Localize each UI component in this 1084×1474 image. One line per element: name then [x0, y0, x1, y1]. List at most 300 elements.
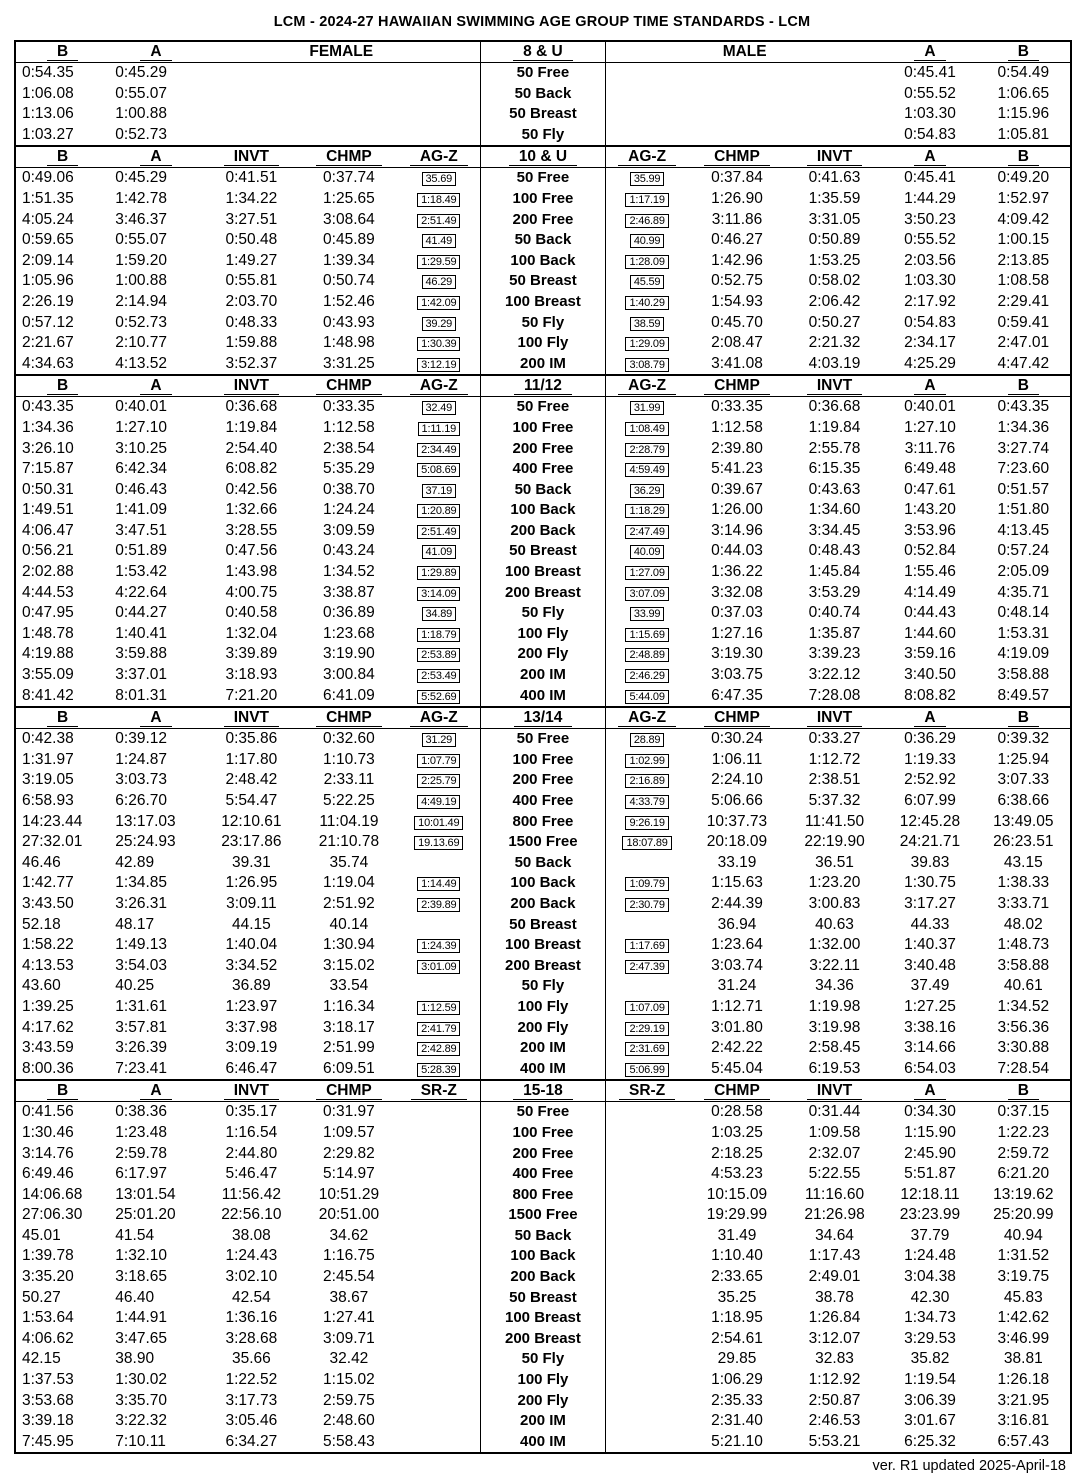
cell-female-zone [398, 1411, 481, 1432]
cell-male-zone: 9:26.19 [606, 812, 689, 833]
cell-male-a: 3:53.96 [904, 521, 956, 539]
cell-male-invt: 1:12.92 [808, 1371, 861, 1389]
cell-male-invt: 3:22.12 [808, 666, 861, 684]
table-row [16, 1432, 1070, 1453]
table-row [16, 812, 1070, 833]
cell-female-chmp: 6:41.09 [323, 686, 375, 704]
cell-female-a: 2:14.94 [115, 292, 168, 310]
table-row [16, 313, 1070, 334]
cell-male-zone: 18:07.89 [606, 832, 689, 853]
cell-female-zone [398, 1226, 481, 1247]
header-female-zone: AG-Z [398, 707, 481, 729]
header-male-invt: INVT [786, 375, 884, 397]
cell-male-zone: 40.09 [606, 541, 689, 562]
cell-female-b: 1:30.46 [22, 1123, 74, 1141]
cell-male-invt: 3:00.83 [808, 894, 861, 912]
cell-female-zone [398, 1144, 481, 1165]
cell-female-invt: 0:35.86 [225, 730, 278, 748]
table-row [16, 624, 1070, 645]
cell-male-zone [606, 1123, 689, 1144]
cell-male-b: 1:53.31 [997, 624, 1050, 642]
header-female-b: B [16, 42, 109, 63]
cell-male-b: 25:20.99 [993, 1206, 1054, 1224]
cell-female-chmp: 3:38.87 [323, 583, 375, 601]
cell-male-chmp: 31.49 [717, 1226, 757, 1244]
cell-male-a: 0:55.52 [904, 84, 956, 102]
table-row [16, 603, 1070, 624]
cell-male-zone: 45.59 [606, 271, 689, 292]
cell-male-invt: 3:22.11 [809, 956, 860, 974]
cell-female-chmp: 0:43.24 [323, 542, 375, 560]
cell-male-invt: 4:03.19 [808, 354, 861, 372]
cell-male-zone [606, 1102, 689, 1123]
cell-female-zone [398, 1246, 481, 1267]
cell-female-b: 4:19.88 [22, 645, 74, 663]
cell-female-a: 0:52.73 [115, 125, 168, 143]
cell-male-b: 1:51.80 [997, 501, 1050, 519]
cell-female-b: 6:49.46 [22, 1165, 74, 1183]
cell-female-zone: 1:29.59 [398, 251, 481, 272]
table-row [16, 500, 1070, 521]
cell-female-zone [398, 1205, 481, 1226]
cell-male-zone [606, 1267, 689, 1288]
cell-female-chmp: 3:09.71 [323, 1329, 375, 1347]
cell-event-name: 1500 Free [480, 1205, 605, 1226]
cell-female-a: 1:27.10 [115, 418, 168, 436]
cell-male-invt [786, 104, 884, 125]
cell-male-invt: 11:16.60 [804, 1185, 865, 1203]
cell-event-name: 50 Fly [480, 313, 605, 334]
cell-male-a: 6:54.03 [904, 1059, 956, 1077]
cell-male-a: 3:59.16 [904, 645, 956, 663]
cell-male-invt: 40.63 [815, 915, 854, 933]
cell-male-b: 0:59.41 [997, 313, 1050, 331]
cell-male-a: 35.82 [910, 1350, 950, 1368]
cell-male-a: 1:19.54 [904, 1371, 956, 1389]
table-row [16, 1370, 1070, 1391]
cell-event-name: 100 Free [480, 1123, 605, 1144]
cell-male-zone: 2:29.19 [606, 1018, 689, 1039]
cell-male-b: 2:29.41 [997, 292, 1050, 310]
cell-event-name: 200 IM [480, 1038, 605, 1059]
cell-male-a: 3:04.38 [904, 1268, 956, 1286]
cell-male-a: 2:03.56 [904, 251, 956, 269]
cell-male-zone: 1:40.29 [606, 292, 689, 313]
cell-female-zone: 1:12.59 [398, 997, 481, 1018]
cell-male-b: 2:05.09 [997, 563, 1050, 581]
cell-female-invt: 1:23.97 [225, 997, 278, 1015]
header-female-a: A [109, 1080, 202, 1102]
section-header-row [16, 375, 1070, 397]
cell-event-name: 100 Free [480, 418, 605, 439]
cell-male-b: 3:27.74 [997, 439, 1050, 457]
cell-male-chmp: 2:18.25 [711, 1144, 763, 1162]
cell-female-a: 1:32.10 [115, 1247, 168, 1265]
cell-female-zone [398, 1164, 481, 1185]
cell-event-name: 100 Free [480, 750, 605, 771]
cell-female-b: 3:19.05 [22, 771, 74, 789]
cell-male-chmp: 1:42.96 [711, 251, 763, 269]
cell-female-a: 3:37.01 [115, 666, 168, 684]
cell-male-b: 0:39.32 [997, 730, 1050, 748]
cell-female-zone [398, 1370, 481, 1391]
table-row [16, 125, 1070, 147]
cell-male-zone [606, 1411, 689, 1432]
cell-event-name: 200 IM [480, 354, 605, 376]
cell-male-chmp: 5:41.23 [711, 460, 763, 478]
cell-male-invt: 1:35.87 [808, 624, 861, 642]
cell-female-a: 2:10.77 [115, 334, 168, 352]
cell-event-name: 1500 Free [480, 832, 605, 853]
cell-male-chmp: 1:15.63 [711, 874, 763, 892]
cell-male-chmp: 2:31.40 [711, 1412, 763, 1430]
cell-male-zone [606, 915, 689, 936]
cell-male-chmp: 0:28.58 [711, 1103, 763, 1121]
cell-female-b: 3:43.59 [22, 1039, 74, 1057]
header-female-zone: AG-Z [398, 146, 481, 168]
cell-male-invt: 3:39.23 [808, 645, 861, 663]
cell-event-name: 800 Free [480, 1185, 605, 1206]
cell-male-invt: 21:26.98 [804, 1206, 865, 1224]
cell-female-invt: 3:37.98 [225, 1018, 278, 1036]
cell-male-a: 3:01.67 [904, 1412, 956, 1430]
cell-male-chmp: 3:01.80 [711, 1018, 763, 1036]
cell-female-chmp: 2:33.11 [323, 771, 375, 789]
cell-female-b: 0:43.35 [22, 398, 74, 416]
table-row [16, 562, 1070, 583]
header-male-invt: INVT [786, 1080, 884, 1102]
cell-female-chmp: 2:38.54 [323, 439, 375, 457]
cell-female-b: 2:09.14 [22, 251, 74, 269]
cell-female-b: 3:39.18 [22, 1412, 74, 1430]
cell-female-chmp: 5:22.25 [323, 792, 375, 809]
table-row [16, 956, 1070, 977]
header-male-title: MALE [606, 42, 884, 63]
cell-male-b: 2:47.01 [997, 334, 1050, 352]
cell-female-a: 4:22.64 [115, 583, 168, 601]
cell-female-invt: 3:02.10 [225, 1268, 278, 1286]
cell-male-zone: 3:08.79 [606, 354, 689, 376]
table-row [16, 1059, 1070, 1081]
cell-female-chmp: 35.74 [329, 853, 369, 871]
version-footer: ver. R1 updated 2025-April-18 [872, 1458, 1066, 1474]
cell-female-zone [398, 104, 481, 125]
cell-male-chmp: 2:42.22 [711, 1039, 763, 1057]
cell-male-b: 3:58.88 [997, 666, 1050, 684]
cell-female-b: 1:42.77 [22, 874, 74, 892]
section-header-row [16, 146, 1070, 168]
cell-male-invt [786, 63, 884, 84]
cell-female-b: 4:13.53 [22, 956, 74, 974]
cell-female-chmp: 1:16.34 [323, 997, 375, 1015]
cell-male-chmp: 33.19 [717, 853, 757, 871]
table-row [16, 541, 1070, 562]
cell-male-invt: 7:28.08 [808, 686, 861, 704]
header-female-chmp: CHMP [300, 1080, 398, 1102]
cell-male-a: 0:45.41 [904, 64, 956, 81]
cell-female-chmp: 3:00.84 [323, 666, 375, 684]
cell-male-chmp: 35.25 [717, 1288, 757, 1306]
cell-female-chmp: 0:32.60 [323, 730, 375, 748]
cell-male-a: 0:40.01 [904, 398, 956, 416]
cell-male-chmp: 1:06.11 [711, 750, 763, 768]
header-female-chmp: CHMP [300, 146, 398, 168]
cell-female-a: 1:41.09 [115, 501, 168, 519]
cell-female-invt: 22:56.10 [221, 1206, 282, 1224]
cell-event-name: 200 Fly [480, 1391, 605, 1412]
cell-male-invt: 0:33.27 [808, 730, 861, 748]
cell-male-invt: 0:48.43 [808, 542, 861, 560]
cell-female-a: 3:22.32 [115, 1412, 168, 1430]
table-row [16, 1102, 1070, 1123]
cell-male-invt: 2:06.42 [808, 292, 861, 310]
cell-female-zone: 3:12.19 [398, 354, 481, 376]
cell-female-invt [203, 125, 301, 147]
table-row [16, 84, 1070, 105]
table-row [16, 1411, 1070, 1432]
cell-male-chmp: 0:33.35 [711, 398, 763, 416]
cell-female-b: 0:49.06 [22, 169, 74, 187]
cell-male-chmp: 19:29.99 [706, 1206, 768, 1224]
cell-female-a: 1:31.61 [115, 997, 168, 1015]
cell-event-name: 50 Free [480, 168, 605, 189]
cell-male-b: 4:47.42 [997, 354, 1050, 372]
cell-event-name: 50 Back [480, 853, 605, 874]
cell-female-chmp: 10:51.29 [318, 1185, 380, 1203]
cell-male-invt: 32.83 [815, 1350, 854, 1368]
cell-male-chmp: 1:18.95 [711, 1309, 763, 1327]
cell-female-chmp: 2:51.92 [323, 894, 375, 912]
cell-male-chmp: 20:18.09 [706, 833, 768, 851]
cell-female-invt: 2:03.70 [225, 292, 278, 310]
cell-male-chmp: 1:12.58 [711, 418, 763, 436]
cell-female-zone [398, 1102, 481, 1123]
cell-male-a: 39.83 [910, 853, 950, 871]
cell-female-a: 3:35.70 [115, 1391, 168, 1409]
cell-female-a: 3:46.37 [115, 210, 168, 228]
table-row [16, 1144, 1070, 1165]
cell-female-invt: 1:16.54 [225, 1123, 278, 1141]
cell-female-chmp: 3:09.59 [323, 521, 375, 539]
cell-female-b: 52.18 [22, 915, 61, 933]
cell-female-invt: 3:05.46 [225, 1412, 278, 1430]
cell-male-a: 1:03.30 [904, 105, 956, 123]
cell-male-a: 0:44.43 [904, 604, 956, 622]
cell-female-invt: 7:21.20 [225, 686, 278, 704]
cell-male-zone: 2:46.89 [606, 210, 689, 231]
cell-male-a: 3:17.27 [904, 894, 956, 912]
cell-male-chmp: 3:14.96 [711, 521, 763, 539]
cell-male-b: 2:59.72 [997, 1144, 1050, 1162]
cell-female-a: 3:47.51 [115, 521, 168, 539]
cell-event-name: 50 Back [480, 1226, 605, 1247]
cell-female-chmp: 1:24.24 [323, 501, 375, 519]
cell-male-b: 0:37.15 [997, 1103, 1050, 1121]
cell-event-name: 200 Breast [480, 1329, 605, 1350]
cell-male-invt: 3:34.45 [808, 521, 861, 539]
cell-male-a: 37.49 [910, 977, 950, 995]
table-row [16, 189, 1070, 210]
cell-male-b: 48.02 [1003, 915, 1043, 933]
header-male-b: B [977, 146, 1070, 168]
cell-female-invt [203, 63, 301, 84]
table-row [16, 1246, 1070, 1267]
cell-female-invt: 0:55.81 [225, 272, 278, 290]
cell-event-name: 50 Breast [480, 104, 605, 125]
cell-event-name: 100 Fly [480, 624, 605, 645]
cell-male-a: 1:43.20 [904, 501, 956, 519]
cell-male-zone: 2:28.79 [606, 439, 689, 460]
cell-female-b: 1:03.27 [22, 125, 74, 143]
cell-event-name: 400 Free [480, 459, 605, 480]
cell-female-invt: 2:48.42 [225, 771, 278, 789]
header-female-invt: INVT [203, 707, 301, 729]
cell-male-a: 3:40.50 [904, 666, 956, 684]
header-male-a: A [883, 375, 976, 397]
cell-female-zone [398, 1432, 481, 1453]
cell-male-zone [606, 1246, 689, 1267]
cell-female-zone [398, 1349, 481, 1370]
cell-female-chmp: 3:18.17 [323, 1018, 375, 1036]
cell-male-a: 0:52.84 [904, 542, 956, 560]
header-age-group: 8 & U [480, 42, 605, 63]
cell-male-a: 1:19.33 [904, 750, 956, 768]
cell-male-chmp: 2:54.61 [711, 1329, 763, 1347]
table-row [16, 791, 1070, 812]
cell-female-invt: 1:32.66 [225, 501, 278, 519]
table-row [16, 935, 1070, 956]
cell-male-b: 1:34.36 [997, 418, 1050, 436]
cell-female-a: 41.54 [115, 1226, 155, 1244]
cell-female-a: 2:59.78 [115, 1144, 168, 1162]
cell-female-chmp: 11:04.19 [319, 812, 379, 830]
cell-male-chmp: 3:03.75 [711, 666, 763, 684]
cell-female-chmp: 5:14.97 [323, 1165, 375, 1183]
cell-female-b: 0:50.31 [22, 480, 74, 498]
cell-male-chmp: 2:35.33 [711, 1391, 763, 1409]
cell-female-b: 14:23.44 [22, 812, 83, 830]
cell-female-a: 1:44.91 [115, 1309, 168, 1327]
cell-male-invt: 2:58.45 [808, 1039, 861, 1057]
cell-male-zone: 33.99 [606, 603, 689, 624]
cell-male-zone [606, 1164, 689, 1185]
cell-female-invt: 3:28.55 [225, 521, 278, 539]
cell-male-invt: 1:45.84 [808, 563, 861, 581]
cell-male-chmp: 29.85 [717, 1350, 757, 1368]
cell-female-chmp: 32.42 [329, 1350, 369, 1368]
header-female-a: A [109, 707, 202, 729]
cell-female-a: 3:03.73 [115, 771, 168, 789]
cell-female-zone [398, 1267, 481, 1288]
cell-male-zone: 2:47.49 [606, 521, 689, 542]
cell-male-invt: 22:19.90 [804, 833, 865, 851]
cell-female-a: 4:13.52 [115, 354, 168, 372]
table-row [16, 997, 1070, 1018]
table-row [16, 521, 1070, 542]
cell-female-chmp: 34.62 [329, 1226, 369, 1244]
cell-male-invt: 0:36.68 [808, 398, 861, 416]
cell-female-b: 8:41.42 [22, 686, 74, 704]
cell-male-zone: 2:16.89 [606, 770, 689, 791]
cell-female-b: 0:57.12 [22, 313, 74, 331]
cell-female-b: 0:54.35 [22, 64, 74, 81]
cell-male-a: 3:50.23 [904, 210, 956, 228]
table-row [16, 439, 1070, 460]
cell-male-invt: 34.64 [815, 1226, 854, 1244]
section-header-row [16, 1080, 1070, 1102]
cell-female-b: 0:59.65 [22, 231, 74, 249]
table-row [16, 354, 1070, 376]
cell-female-invt: 44.15 [231, 915, 271, 933]
header-female-invt: INVT [203, 146, 301, 168]
header-male-zone: SR-Z [606, 1080, 689, 1102]
cell-male-b: 1:22.23 [997, 1123, 1050, 1141]
cell-female-a: 8:01.31 [115, 686, 168, 704]
cell-female-a: 1:23.48 [115, 1123, 168, 1141]
cell-female-b: 1:51.35 [22, 189, 74, 207]
cell-male-invt: 2:46.53 [808, 1412, 861, 1430]
cell-event-name: 50 Breast [480, 1288, 605, 1309]
header-female-invt: INVT [203, 375, 301, 397]
cell-male-a: 1:55.46 [904, 563, 956, 581]
cell-male-chmp: 1:23.64 [711, 936, 763, 954]
cell-female-a: 25:24.93 [115, 833, 176, 851]
cell-female-chmp: 1:25.65 [323, 189, 375, 207]
cell-female-zone: 2:25.79 [398, 770, 481, 791]
cell-male-a: 2:34.17 [904, 334, 956, 352]
cell-female-zone: 4:49.19 [398, 791, 481, 812]
cell-male-a: 2:45.90 [904, 1144, 956, 1162]
cell-female-chmp [300, 125, 398, 147]
cell-male-chmp: 0:30.24 [711, 730, 763, 748]
cell-female-a: 0:55.07 [115, 231, 168, 249]
cell-female-invt: 3:28.68 [225, 1329, 278, 1347]
cell-female-zone: 2:39.89 [398, 894, 481, 915]
header-age-group: 11/12 [480, 375, 605, 397]
cell-male-zone: 3:07.09 [606, 583, 689, 604]
cell-male-chmp: 0:52.75 [711, 272, 763, 290]
cell-female-a: 0:45.29 [115, 64, 168, 81]
table-row [16, 271, 1070, 292]
cell-female-b: 4:06.62 [22, 1329, 74, 1347]
cell-female-zone: 34.89 [398, 603, 481, 624]
cell-female-invt: 3:27.51 [225, 210, 278, 228]
header-male-a: A [883, 42, 976, 63]
cell-female-a: 0:38.36 [115, 1103, 168, 1121]
cell-male-invt: 1:19.98 [808, 997, 861, 1015]
cell-male-invt: 0:40.74 [808, 604, 861, 622]
header-male-zone: AG-Z [606, 146, 689, 168]
table-row [16, 750, 1070, 771]
cell-female-chmp: 3:19.90 [323, 645, 375, 663]
cell-male-b: 1:34.52 [997, 997, 1050, 1015]
table-row [16, 1226, 1070, 1247]
cell-male-a: 2:17.92 [904, 292, 956, 310]
cell-female-b: 14:06.68 [22, 1185, 83, 1203]
cell-event-name: 100 Back [480, 500, 605, 521]
cell-female-chmp: 6:09.51 [323, 1059, 375, 1077]
cell-event-name: 200 IM [480, 1411, 605, 1432]
cell-event-name: 200 Fly [480, 1018, 605, 1039]
header-female-title: FEMALE [203, 42, 481, 63]
table-row [16, 333, 1070, 354]
cell-female-invt: 3:09.11 [226, 894, 277, 912]
cell-male-b: 6:21.20 [997, 1165, 1050, 1183]
page-title: LCM - 2024-27 HAWAIIAN SWIMMING AGE GROUP TIME STANDARDS - LCM [273, 14, 811, 30]
cell-event-name: 50 Breast [480, 271, 605, 292]
cell-female-a: 42.89 [115, 853, 155, 871]
table-row [16, 915, 1070, 936]
